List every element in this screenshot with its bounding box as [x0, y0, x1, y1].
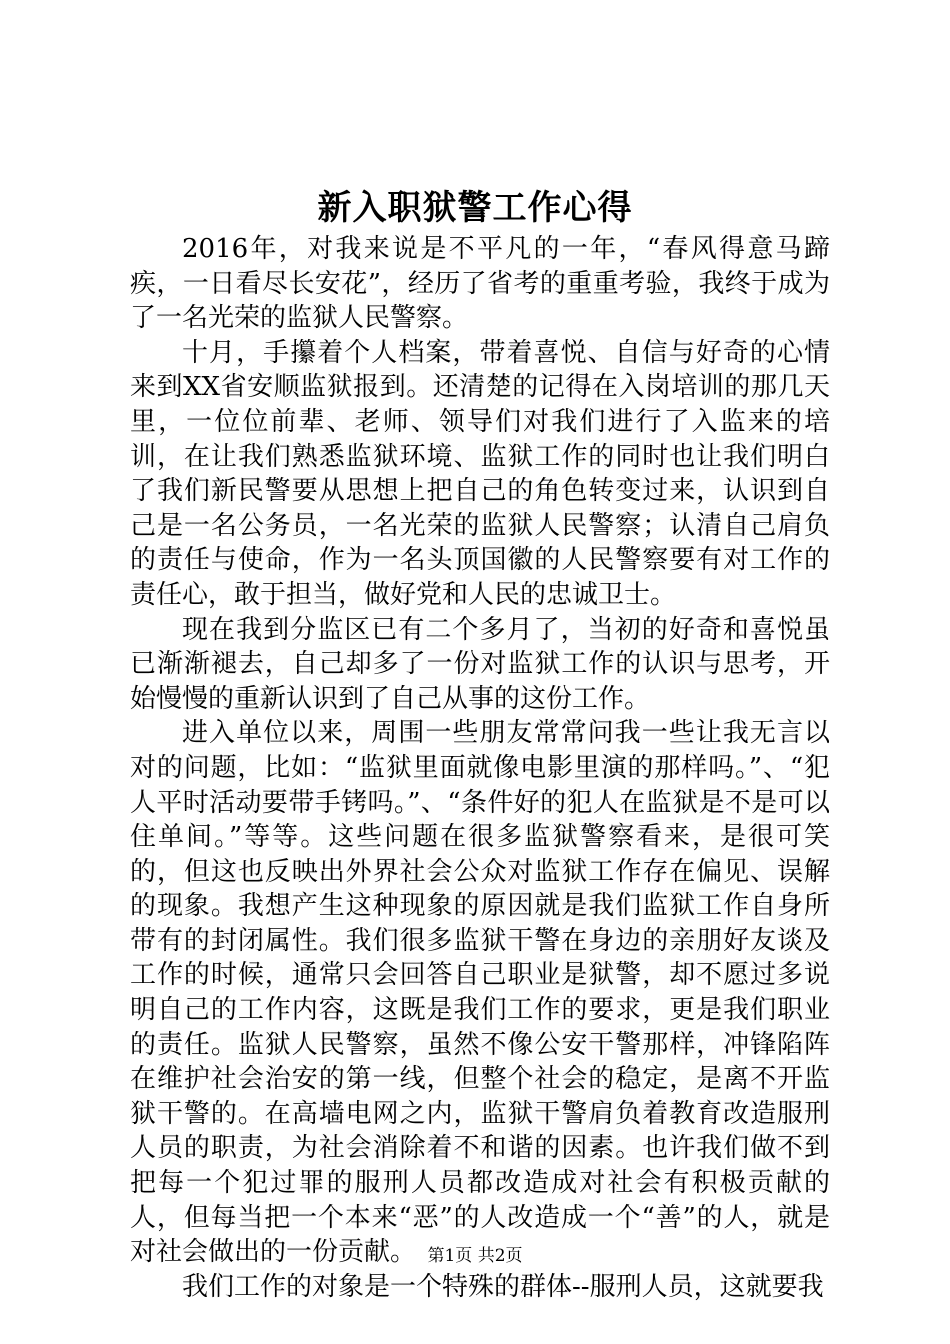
document-title: 新入职狱警工作心得 — [317, 188, 633, 228]
document-body — [130, 232, 830, 1304]
paragraph: 十月，手攥着个人档案，带着喜悦、自信与好奇的心情来到XX省安顺监狱报到。还清楚的记得在入岗培训的那几天里，一位位前辈、老师、领导们对我们进行了入监来的培训，在让我们熟悉监狱环境、监狱工作的同时也让我们明白了我们新民警要从思想上把自己的角色转变过来，认识到自己是一名公务员，一名光荣的监狱人民警察；认清自己肩负的责任与使命，作为一名头顶国徽的人民警察要有对工作的责任心，敢于担当，做好党和人民的忠诚卫士。 — [130, 337, 830, 610]
paragraph: 进入单位以来，周围一些朋友常常问我一些让我无言以对的问题，比如：“监狱里面就像电影里演的那样吗。”、“犯人平时活动要带手铐吗。”、“条件好的犯人在监狱是不是可以住单间。”等等。这些问题在很多监狱警察看来，是很可笑的，但这也反映出外界社会公众对监狱工作存在偏见、误解的现象。我想产生这种现象的原因就是我们监狱工作自身所带有的封闭属性。我们很多监狱干警在身边的亲朋好友谈及工作的时候，通常只会回答自己职业是狱警，却不愿过多说明自己的工作内容，这既是我们工作的要求，更是我们职业的责任。监狱人民警察，虽然不像公安干警那样，冲锋陷阵在维护社会治安的第一线，但整个社会的稳定，是离不开监狱干警的。在高墙电网之内，监狱干警肩负着教育改造服刑人员的职责，为社会消除着不和谐的因素。也许我们做不到把每一个犯过罪的服刑人员都改造成对社会有积极贡献的人，但每当把一个本来“恶”的人改造成一个“善”的人，就是对社会做出的一份贡献。 — [130, 718, 830, 1268]
page-number-footer: 第1页 共2页 — [427, 1246, 523, 1266]
paragraph: 2016年，对我来说是不平凡的一年，“春风得意马蹄疾，一日看尽长安花”，经历了省考的重重考验，我终于成为了一名光荣的监狱人民警察。 — [130, 234, 830, 334]
paragraph: 现在我到分监区已有二个多月了，当初的好奇和喜悦虽已渐渐褪去，自己却多了一份对监狱工作的认识与思考，开始慢慢的重新认识到了自己从事的这份工作。 — [130, 614, 830, 714]
paragraph: 我们工作的对象是一个特殊的群体--服刑人员，这就要我 — [182, 1271, 824, 1302]
